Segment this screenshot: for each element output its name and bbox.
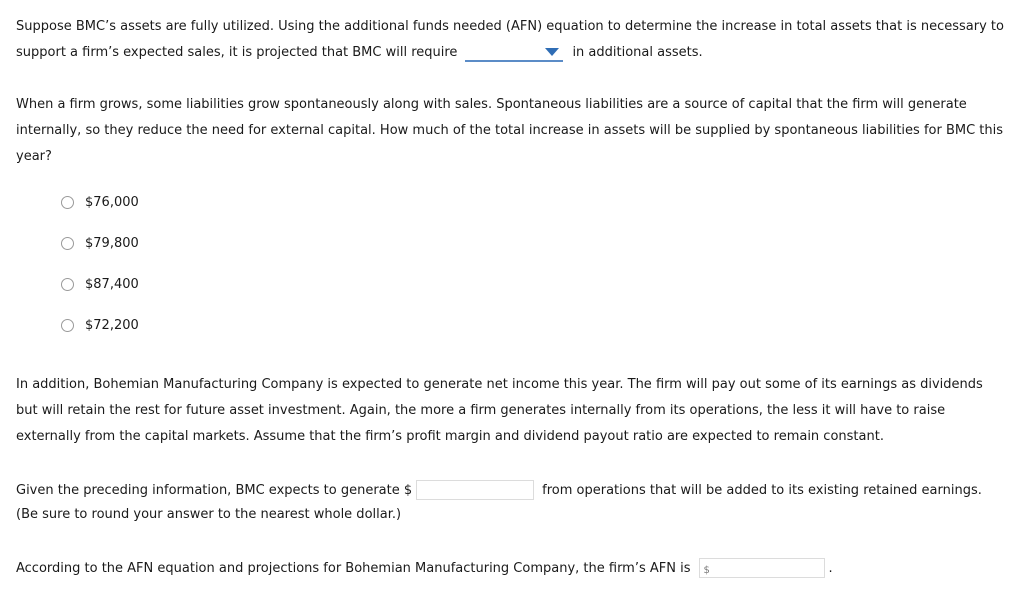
radio-label: $76,000	[85, 195, 139, 210]
q2-line1: When a firm grows, some liabilities grow spontaneously along with sales. Spontaneous liabilities are a source of capital that the firm will generate	[16, 97, 967, 112]
q2-line2: internally, so they reduce the need for external capital. How much of the total increase in assets will be supplied by spontaneous liabilities for BMC this	[16, 123, 1004, 138]
q4-note: (Be sure to round your answer to the nearest whole dollar.)	[16, 507, 402, 522]
q5-text: According to the AFN equation and projections for Bohemian Manufacturing Company, the firm’s AFN is	[16, 561, 691, 576]
q4-text-after: from operations that will be added to its existing retained earnings.	[542, 483, 982, 498]
q4-text: Given the preceding information, BMC expects to generate $	[16, 483, 413, 498]
chevron-down-icon[interactable]	[545, 48, 559, 56]
q5-text-after: .	[828, 561, 833, 576]
q1-text: support a firm’s expected sales, it is projected that BMC will require	[16, 45, 458, 60]
q3-line3: externally from the capital markets. Assume that the firm’s profit margin and dividend payout ratio are expected to remain constant.	[16, 429, 884, 444]
radio-label: $72,200	[85, 318, 139, 333]
q4-line1	[16, 480, 982, 500]
afn-input[interactable]	[699, 558, 825, 578]
radio-button[interactable]	[61, 278, 74, 291]
asset-increase-dropdown[interactable]	[465, 44, 563, 62]
q3-line2: but will retain the rest for future asset investment. Again, the more a firm generates internally from its operations, the less it will have to raise	[16, 403, 946, 418]
q3-line1: In addition, Bohemian Manufacturing Company is expected to generate net income this year. The firm will pay out some of its earnings as dividends	[16, 377, 983, 392]
radio-button[interactable]	[61, 237, 74, 250]
net-income-input[interactable]	[416, 480, 534, 500]
dollar-sign: $	[703, 565, 710, 576]
q2-line3: year?	[16, 149, 52, 164]
q1-line1: Suppose BMC’s assets are fully utilized. Using the additional funds needed (AFN) equation to determine the increase in total assets that is necessary to	[16, 19, 1004, 34]
radio-label: $87,400	[85, 277, 139, 292]
q1-text-after: in additional assets.	[572, 45, 703, 60]
q1-line2	[16, 44, 703, 62]
radio-button[interactable]	[61, 319, 74, 332]
radio-button[interactable]	[61, 196, 74, 209]
q5-line	[16, 558, 833, 578]
radio-label: $79,800	[85, 236, 139, 251]
